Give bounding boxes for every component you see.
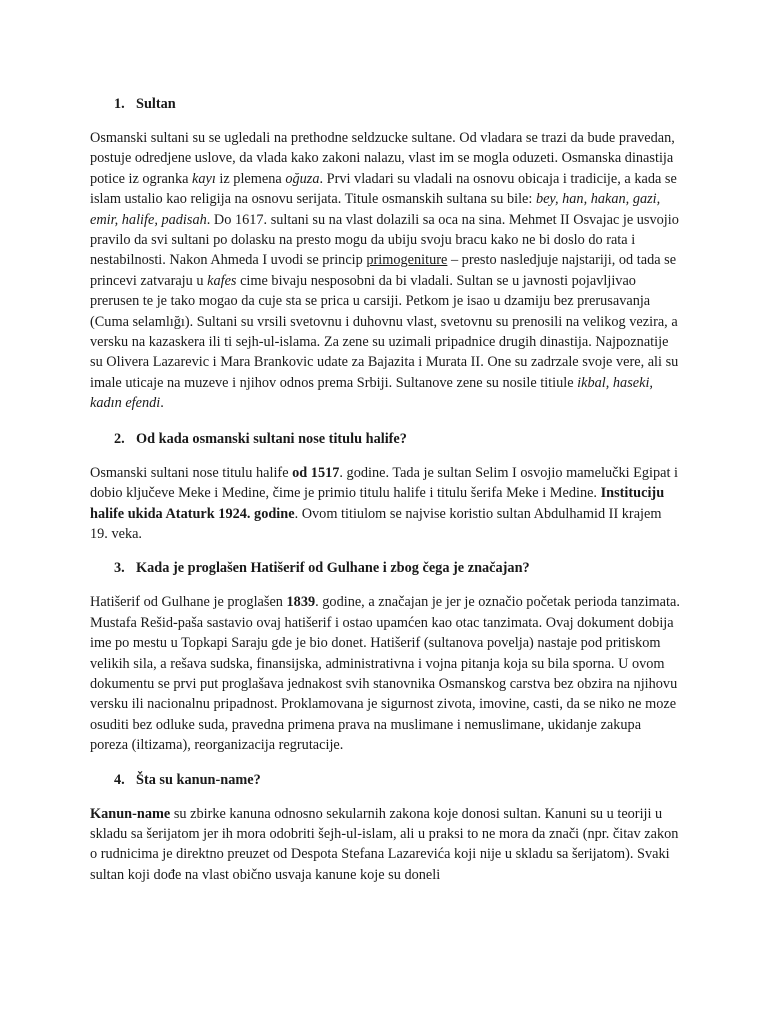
section-heading-4 xyxy=(90,770,680,790)
section-paragraph-2 xyxy=(90,463,680,545)
section-heading-2 xyxy=(90,429,680,449)
section-title: Kada je proglašen Hatišerif od Gulhane i zbog čega je značajan? xyxy=(136,560,530,577)
section-heading-3 xyxy=(90,558,680,578)
underlined-run: primogeniture xyxy=(366,252,448,269)
section-number: 2. xyxy=(114,430,125,447)
bold-run: Kanun-name xyxy=(90,805,171,822)
text-run: . Do 1617. sultani su na vlast dolazili sa oca na sina. Mehmet II Osvajac je usvojio pravilo da svi sultani po dolasku na presto mogu da ubiju svoju bracu kako ne bi doslo do rata i nestabilnosti. Nakon Ahmeda I uvodi se princip xyxy=(90,211,679,269)
section-number: 3. xyxy=(114,560,125,577)
text-run: Hatišerif od Gulhane je proglašen xyxy=(90,594,287,611)
italic-run: kafes xyxy=(207,272,237,289)
text-run: – presto nasledjuje najstariji, od tada se princevi zatvaraju u xyxy=(90,252,677,289)
section-paragraph-3 xyxy=(90,592,680,755)
text-run: iz plemena xyxy=(215,170,286,187)
text-run: . Ovom titiulom se najvise koristio sultan Abdulhamid II krajem 19. veka. xyxy=(90,505,662,542)
bold-run: 1839 xyxy=(286,594,316,611)
italic-run: bey, han, hakan, gazi, emir, halife, padisah xyxy=(90,191,661,228)
text-run: . Prvi vladari su vladali na osnovu obicaja i tradicije, a kada se islam ustalio kao religija na osnovu serijata. Titule osmanskih sultana su bile: xyxy=(90,170,677,208)
italic-run: oğuza xyxy=(285,170,320,187)
section-paragraph-1 xyxy=(90,128,680,414)
italic-run: kayı xyxy=(192,170,216,187)
text-run: . godine. Tada je sultan Selim I osvojio mamelučki Egipat i dobio ključeve Meke i Medine, čime je primio titulu halife i titulu šerifa Meke i Medine. xyxy=(90,464,679,502)
section-title: Od kada osmanski sultani nose titulu halife? xyxy=(136,430,407,447)
text-run: Osmanski sultani nose titulu halife xyxy=(90,464,293,481)
bold-run: od 1517 xyxy=(292,464,340,481)
text-run: cime bivaju nesposobni da bi vladali. Sultan se u javnosti pojavljivao prerusen te je tako mogao da cuje sta se prica u carsiji. Petkom je isao u dzamiju bez prerusavanja (Cuma selamlığı). Sultani su vrsili svetovnu i duhovnu vlast, svetovnu su prenosili na velikog vezira, a versku na kazaskera ili ti sejh-ul-islama. Za zene su uzimali pripadnice drugih dinastija. Najpoznatije su Olivera Lazarevic i Mara Brankovic udate za Bajazita i Murata II. One su zadrzale svoje vere, ali su imale uticaje na muzeve i njihov odnos prema Srbiji. Sultanove zene su nosile titiule xyxy=(90,272,679,391)
text-run: Osmanski sultani su se ugledali na prethodne seldzucke sultane. Od vladara se trazi da bude pravedan, postuje odredjene uslove, da vlada kako zakoni nalazu, vlast im se mogla oduzeti. Osmanska dinastija potice iz ogranka xyxy=(90,130,675,187)
text-run: . xyxy=(160,395,164,412)
section-number: 4. xyxy=(114,771,125,788)
text-run: su zbirke kanuna odnosno sekularnih zakona koje donosi sultan. Kanuni su u teoriji u skladu sa šerijatom jer ih mora odobriti šejh-ul-islam, ali u praksi to ne mora da znači (npr. čitav zakon o rudnicima je direktno preuzet od Despota Stefana Lazarevića koji nije u skladu sa šerijatom). Svaki sultan koji dođe na vlast obično usvaja kanune koje su doneli xyxy=(90,805,679,883)
section-number: 1. xyxy=(114,96,125,112)
bold-run: Instituciju halife ukida Ataturk 1924. godine xyxy=(90,485,665,522)
section-title: Sultan xyxy=(136,96,176,112)
italic-run: ikbal, haseki, kadın efendi xyxy=(90,374,654,412)
section-title: Šta su kanun-name? xyxy=(136,771,261,788)
section-paragraph-4 xyxy=(90,804,680,886)
section-heading-1 xyxy=(90,94,680,114)
text-run: . godine, a značajan je jer je označio početak perioda tanzimata. Mustafa Rešid-paša sastavio ovaj hatišerif i ostao upamćen kao otac tanzimata. Ovaj dokument dobija ime po mestu u Topkapi Saraju gde je bio donet. Hatišerif (sultanova povelja) nastaje pod pritiskom velikih sila, a rešava sudska, finansijska, administrativna i vojna pitanja koja su bila sporna. U ovom dokumentu se prvi put proglašava jednakost svih stanovnika Osmanskog carstva bez obzira na njihovu versku ili nacionalnu pripadnost. Proklamovana je sigurnost zivota, imovine, casti, da se niko ne moze osuditi bez odluke suda, pravedna primena prava na muslimane i nemuslimane, ukidanje zakupa poreza (iltizama), reorganizacija regrutacije. xyxy=(90,594,680,754)
